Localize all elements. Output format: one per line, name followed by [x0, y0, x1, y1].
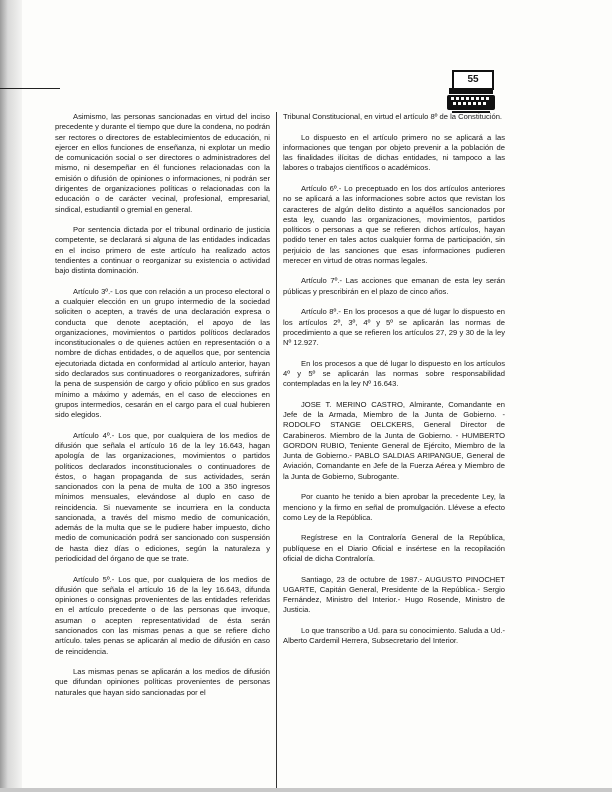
top-rule: [0, 88, 60, 89]
signatories-paragraph: JOSE T. MERINO CASTRO, Almirante, Comandante en Jefe de la Armada, Miembro de la Junta de Gobierno. - RODOLFO STANGE OELCKERS, General Director de Carabineros. Miembro de la Junta de Gobierno. - HUMBERTO GORDON RUBIO, Teniente General de Ejército, Miembro de la Junta de Gobierno.- PABLO SALDIAS ARIPANGUE, General de Aviación, Comandante en Jefe de la Fuerza Aérea y Miembro de la Junta de Gobierno, Subrogante.: [283, 399, 505, 481]
column-divider: [276, 112, 277, 792]
paragraph: Tribunal Constitucional, en virtud el artículo 8º de la Constitución.: [283, 112, 503, 121]
page-bottom-edge: [0, 788, 612, 792]
paragraph: Lo dispuesto en el artículo primero no se aplicará a las informaciones que tengan por objeto prevenir a la población de las finalidades ilícitas de dichas entidades, ni tampoco a las labores o trabajos científicos o académicos.: [283, 132, 505, 173]
paragraph: Asimismo, las personas sancionadas en virtud del inciso precedente y durante el tiempo que dure la condena, no podrán ser rectores o directores de establecimientos de educación, ni ejercer en ellos funciones de enseñanza, ni explotar un medio de comunicación social o ser directores o administradores del mismo, ni desempeñar en él funciones relacionadas con la emisión o difusión de opiniones o informaciones, ni podrán ser dirigentes de organizaciones políticas o relacionadas con la educación o de carácter vecinal, profesional, empresarial, sindical, estudiantil o gremial en general.: [55, 112, 270, 214]
paragraph: Artículo 6º.- Lo preceptuado en los dos artículos anteriores no se aplicará a las informaciones sobre actos que revistan los caracteres de algún delito distinto a aquéllos sancionados por esta ley, cuando las organizaciones, movimientos, partidos políticos o personas a que se refieren dichos artículos, hayan podido tener en tales actos cualquier forma de participación, sin perjuicio de las sanciones que esas informaciones pudieren merecer en virtud de otras normas legales.: [283, 183, 505, 265]
right-column: [283, 112, 505, 657]
paragraph: Regístrese en la Contraloría General de la República, publíquese en el Diario Oficial e insértese en la recopilación oficial de dicha Contraloría.: [283, 533, 505, 563]
paragraph: Por sentencia dictada por el tribunal ordinario de justicia competente, se declarará si alguna de las entidades indicadas en el inciso primero de este artículo ha realizado actos tendientes a continuar o reorganizar su existencia o actividad bajo distinta dominación.: [55, 225, 270, 276]
paragraph: Artículo 3º.- Los que con relación a un proceso electoral o a cualquier elección en un grupo intermedio de la sociedad soliciten o acepten, a través de una declaración expresa o conducta que denote aceptación, el apoyo de las organizaciones, movimientos o partidos políticos declarados inconstitucionales o de quienes actúen en representación o a nombre de dichas entidades, o de aquellos que, por sentencia ejecutoriada dictada en conformidad al artículo anterior, hayan sido declarados sus continuadores o reorganizadores, sufrirán la pena de suspensión de cargo y oficio público en sus grados mínimo a máximo y además, en el caso de elecciones en grupos intermedios, cesarán en el cargo para el cual hubieren sido elegidos.: [55, 286, 270, 420]
page-number: 55: [452, 70, 494, 90]
paragraph: En los procesos a que dé lugar lo dispuesto en los artículos 4º y 5º se aplicarán las normas sobre responsabilidad contempladas en la ley Nº 16.643.: [283, 358, 505, 389]
left-column: [55, 112, 270, 708]
typewriter-icon: [446, 86, 496, 114]
date-signature-paragraph: Santiago, 23 de octubre de 1987.- AUGUSTO PINOCHET UGARTE, Capitán General, Presidente de la República.- Sergio Fernández, Ministro del Interior.- Hugo Rosende, Ministro de Justicia.: [283, 574, 505, 615]
paragraph: Las mismas penas se aplicarán a los medios de difusión que difundan opiniones políticas provenientes de personas naturales que hayan sido sancionadas por el: [55, 667, 270, 697]
paragraph: Artículo 8º.- En los procesos a que dé lugar lo dispuesto en los artículos 2º, 3º, 4º y 5º se aplicarán las normas de procedimiento a que se refieren los artículos 27, 29 y 30 de la ley Nº 12.927.: [283, 307, 505, 348]
paragraph: Por cuanto he tenido a bien aprobar la precedente Ley, la menciono y la firmo en señal de promulgación. Llévese a efecto como Ley de la República.: [283, 492, 505, 522]
paragraph: Artículo 4º.- Los que, por cualquiera de los medios de difusión que señala el artículo 16 de la ley 16.643, hagan apología de las organizaciones, movimientos o partidos políticos declarados inconstitucionales o continuadores de éstos, o hagan propaganda de sus actividades, serán sancionados con la pena de multa de 100 a 350 ingresos mínimos mensuales, elevándose al duplo en caso de reincidencia. Si nuevamente se incurriera en la conducta sancionada, a través del mismo medio de comunicación, además de la multa que se le pudiere haber impuesto, dicho medio de comunicación podrá ser sancionado con suspensión de hasta diez días o ediciones, según la naturaleza y periodicidad del órgano de que se trate.: [55, 430, 270, 564]
paragraph: Artículo 5º.- Los que, por cualquiera de los medios de difusión que señala el artículo 16 de la ley 16.643, difunda opiniones o consignas provenientes de las entidades referidas en el artículo precedente o de las personas que invoque, asuman o acepten representatividad de ésta serán sancionados con las mismas penas a que se refiere dicho artículo. tales penas se aplicarán al medio de difusión en caso de reincidencia.: [55, 574, 270, 656]
book-edge: [0, 0, 22, 792]
closing-paragraph: Lo que transcribo a Ud. para su conocimiento. Saluda a Ud.- Alberto Cardemil Herrera, Subsecretario del Interior.: [283, 625, 505, 646]
paragraph: Artículo 7º.- Las acciones que emanan de esta ley serán públicas y prescribirán en el plazo de cinco años.: [283, 276, 505, 296]
